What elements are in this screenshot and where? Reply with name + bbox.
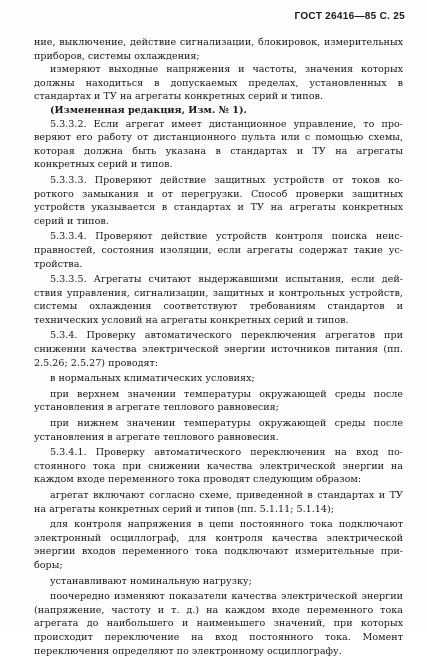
paragraph-5-3-4: 5.3.4. Проверку автоматического переключения агрегатов при снижении качества электрической энергии источников питания (пп. 2.5.26; 2.5.27) проводят: [34, 330, 403, 369]
document-body [34, 36, 403, 658]
paragraph-continuation: ние, выключение, действие сигнализации, блокировок, измерительных приборов, системы охлаждения; [34, 37, 403, 62]
list-item-nominal-load: устанавливают номинальную нагрузку; [50, 575, 252, 587]
paragraph-5-3-3-4: 5.3.3.4. Проверяют действие устройств контроля поиска неисправностей, состояния изоляции, если агрегаты содержат такие устройства. [34, 231, 403, 270]
paragraph-5-3-3-3: 5.3.3.3. Проверяют действие защитных устройств от токов короткого замыкания и от перегрузки. Способ проверки защитных устройств указывается в стандартах и ТУ на агрегаты конкретных серий и типов. [34, 174, 403, 227]
paragraph-5-3-3-2: 5.3.3.2. Если агрегат имеет дистанционное управление, то проверяют его работу от дистанционного пульта или с помощью схемы, которая должна быть указана в стандартах и ТУ на агрегаты конкретных серий и типов. [34, 118, 403, 171]
list-item-normal-conditions: в нормальных климатических условиях; [50, 373, 255, 385]
amendment-note: (Измененная редакция, Изм. № 1). [50, 104, 247, 116]
paragraph-5-3-4-1: 5.3.4.1. Проверку автоматического переключения на вход постоянного тока при снижении качества электрической энергии на каждом входе переменного тока проводят следующим образом: [34, 447, 403, 486]
paragraph-5-3-3-5: 5.3.3.5. Агрегаты считают выдержавшими испытания, если действия управления, сигнализации, защитных и контрольных устройств, системы охлаждения соответствуют требованиям стандартов и технических условий на агрегаты конкретных серий и типов. [34, 274, 403, 326]
paragraph-measure-voltages: измеряют выходные напряжения и частоты, значения которых должны находиться в допускаемых пределах, установленных в стандартах и ТУ на агрегаты конкретных серий и типов. [34, 64, 403, 103]
list-item-vary-quality: поочередно изменяют показатели качества электрической энергии (напряжение, частоту и т. д.) на каждом входе переменного тока агрегата до наибольшего и наименьшего значений, при которых происходит переключение на вход постоянного тока. Момент переключения определяют по электронному осциллографу. [34, 591, 403, 657]
list-item-lower-temperature: при нижнем значении температуры окружающей среды после установления в агрегате теплового равновесия. [34, 418, 403, 443]
list-item-oscilloscope: для контроля напряжения в цепи постоянного тока подключают электронный осциллограф, для контроля качества электрической энергии входов переменного тока подключают измерительные приборы; [34, 519, 403, 571]
list-item-upper-temperature: при верхнем значении температуры окружающей среды после установления в агрегате теплового равновесия; [34, 388, 403, 414]
page-header: ГОСТ 26416—85 С. 25 [294, 11, 405, 22]
list-item-connect-scheme: агрегат включают согласно схеме, приведенной в стандартах и ТУ на агрегаты конкретных серий и типов (пп. 5.1.11; 5.1.14); [34, 490, 403, 515]
